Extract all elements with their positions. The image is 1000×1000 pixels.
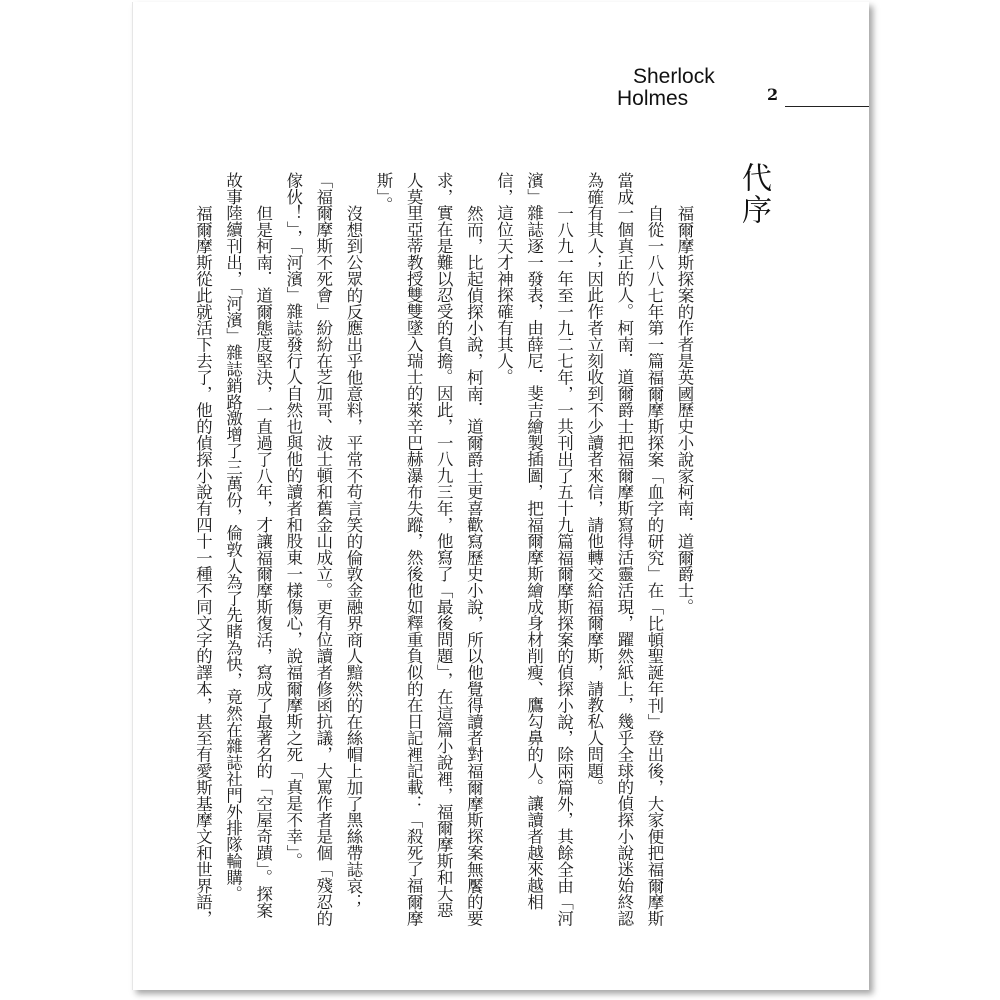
paragraph: 一八九一年至一九二七年，一共刊出了五十九篇福爾摩斯探案的偵探小說，除兩篇外，其餘全由「河濱」雜誌逐一發表，由薛尼．斐吉繪製插圖，把福爾摩斯繪成身材削瘦、鷹勾鼻的人。讓讀者越來越相信，這位天才神探確有其人。 bbox=[494, 172, 574, 927]
running-head-line1: Sherlock bbox=[633, 65, 715, 88]
running-head bbox=[617, 66, 715, 110]
paragraph: 福爾摩斯探案的作者是英國歷史小說家柯南．道爾爵士。 bbox=[675, 204, 694, 615]
page-number: 2 bbox=[767, 85, 779, 104]
book-page bbox=[132, 2, 869, 990]
header-rule bbox=[785, 106, 869, 107]
body-text bbox=[193, 172, 699, 932]
paragraph: 然而，比起偵探小說，柯南．道爾爵士更喜歡寫歷史小說，所以他覺得讀者對福爾摩斯探案無饜的要求，實在是難以忍受的負擔。因此，一八九三年，他寫了「最後問題」，在這篇小說裡，福爾摩斯和大惡人莫里亞蒂教授雙雙墜入瑞士的萊辛巴赫瀑布失蹤，然後他如釋重負似的在日記裡記載：「殺死了福爾摩斯」。 bbox=[374, 172, 484, 927]
paragraph: 沒想到公眾的反應出乎他意料，平常不苟言笑的倫敦金融界商人黯然的在絲帽上加了黑絲帶誌哀；「福爾摩斯不死會」紛紛在芝加哥、波士頓和舊金山成立。更有位讀者修函抗議，大罵作者是個「殘忍的傢伙！」，「河濱」雜誌發行人自然也與他的讀者和股東一樣傷心，說福爾摩斯之死「真是不幸」。 bbox=[283, 172, 363, 927]
paragraph: 福爾摩斯從此就活下去了，他的偵探小說有四十一種不同文字的譯本，甚至有愛斯基摩文和世界語， bbox=[193, 204, 213, 927]
paragraph: 但是柯南．道爾態度堅決，一直過了八年，才讓福爾摩斯復活，寫成了最著名的「空屋奇蹟」。探案故事陸續刊出，「河濱」雜誌銷路激增了三萬份，倫敦人為了先睹為快，竟然在雜誌社門外排隊輪購。 bbox=[223, 172, 273, 919]
running-head-line2: Holmes bbox=[617, 87, 689, 110]
chapter-title: 代序 bbox=[736, 162, 771, 226]
paragraph: 自從一八八七年第一篇福爾摩斯探案「血字的研究」在「比頓聖誕年刊」登出後，大家便把福爾摩斯當成一個真正的人。柯南．道爾爵士把福爾摩斯寫得活靈活現，躍然紙上，幾乎全球的偵探小說迷始終認為確有其人；因此作者立刻收到不少讀者來信，請他轉交給福爾摩斯，請教私人問題。 bbox=[584, 172, 664, 927]
